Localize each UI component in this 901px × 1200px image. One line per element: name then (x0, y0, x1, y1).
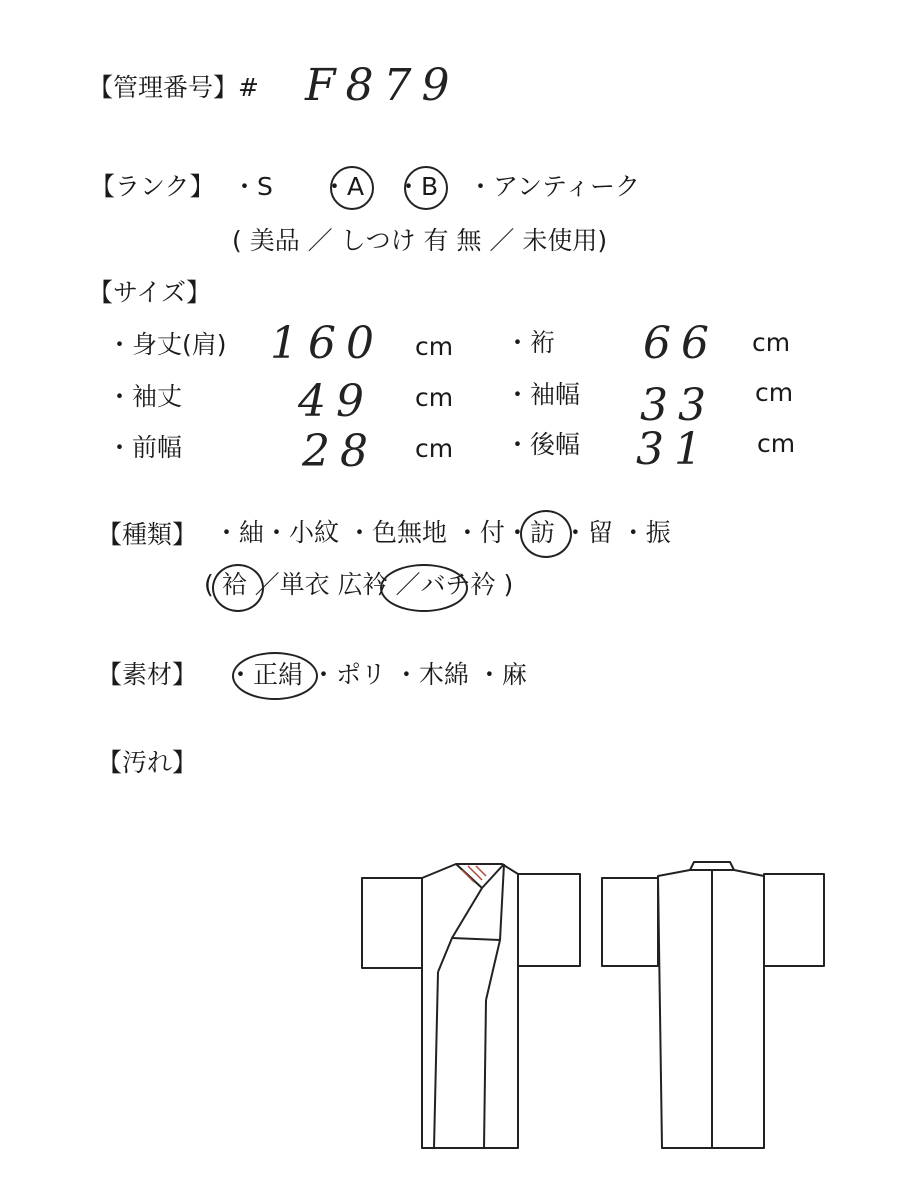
stain-label: 【汚れ】 (97, 748, 198, 777)
kimono-back-diagram (602, 862, 824, 1148)
size-row-3-label2: ・後幅 (505, 430, 581, 459)
kind-line1: ・紬・小紋 ・色無地 ・付・訪 ・留 ・振 (214, 518, 671, 547)
size-row-2-unit2: cm (755, 378, 794, 407)
size-row-2-label2: ・袖幅 (505, 380, 581, 409)
rank-option-b: ・B (396, 172, 439, 201)
rank-label: 【ランク】 (90, 172, 215, 201)
size-row-3-value2: 31 (636, 424, 712, 475)
kimono-front-diagram (362, 864, 580, 1148)
size-row-1-label2: ・裄 (505, 328, 556, 357)
kind-label: 【種類】 (97, 520, 198, 549)
size-row-3-unit: cm (415, 434, 454, 463)
rank-option-s: ・S (232, 172, 273, 201)
kind-line2: ( 袷 ／単衣 広衿 ／バチ衿 ) (204, 570, 514, 599)
size-row-1-label: ・身丈(肩) (107, 330, 227, 359)
size-row-2-label: ・袖丈 (107, 382, 183, 411)
size-row-3-value: 28 (302, 426, 378, 477)
size-row-2-unit: cm (415, 383, 454, 412)
rank-sub: ( 美品 ／ しつけ 有 無 ／ 未使用) (232, 226, 608, 255)
size-label: 【サイズ】 (88, 278, 212, 307)
material-label: 【素材】 (97, 660, 198, 689)
management-label: 【管理番号】# (88, 73, 259, 102)
size-row-3-unit2: cm (757, 429, 796, 458)
size-row-1-unit2: cm (752, 328, 791, 357)
rank-option-antique: ・アンティーク (468, 172, 641, 201)
size-row-3-label: ・前幅 (107, 433, 183, 462)
size-row-1-unit: cm (415, 332, 454, 361)
management-value: F879 (305, 60, 460, 111)
rank-option-a: ・A (322, 172, 365, 201)
material-line: ・正絹 ・ポリ ・木綿 ・麻 (228, 660, 527, 689)
size-row-1-value2: 66 (643, 318, 719, 369)
size-row-2-value2: 33 (640, 380, 716, 431)
size-row-2-value: 49 (298, 376, 374, 427)
size-row-1-value: 160 (270, 318, 384, 369)
